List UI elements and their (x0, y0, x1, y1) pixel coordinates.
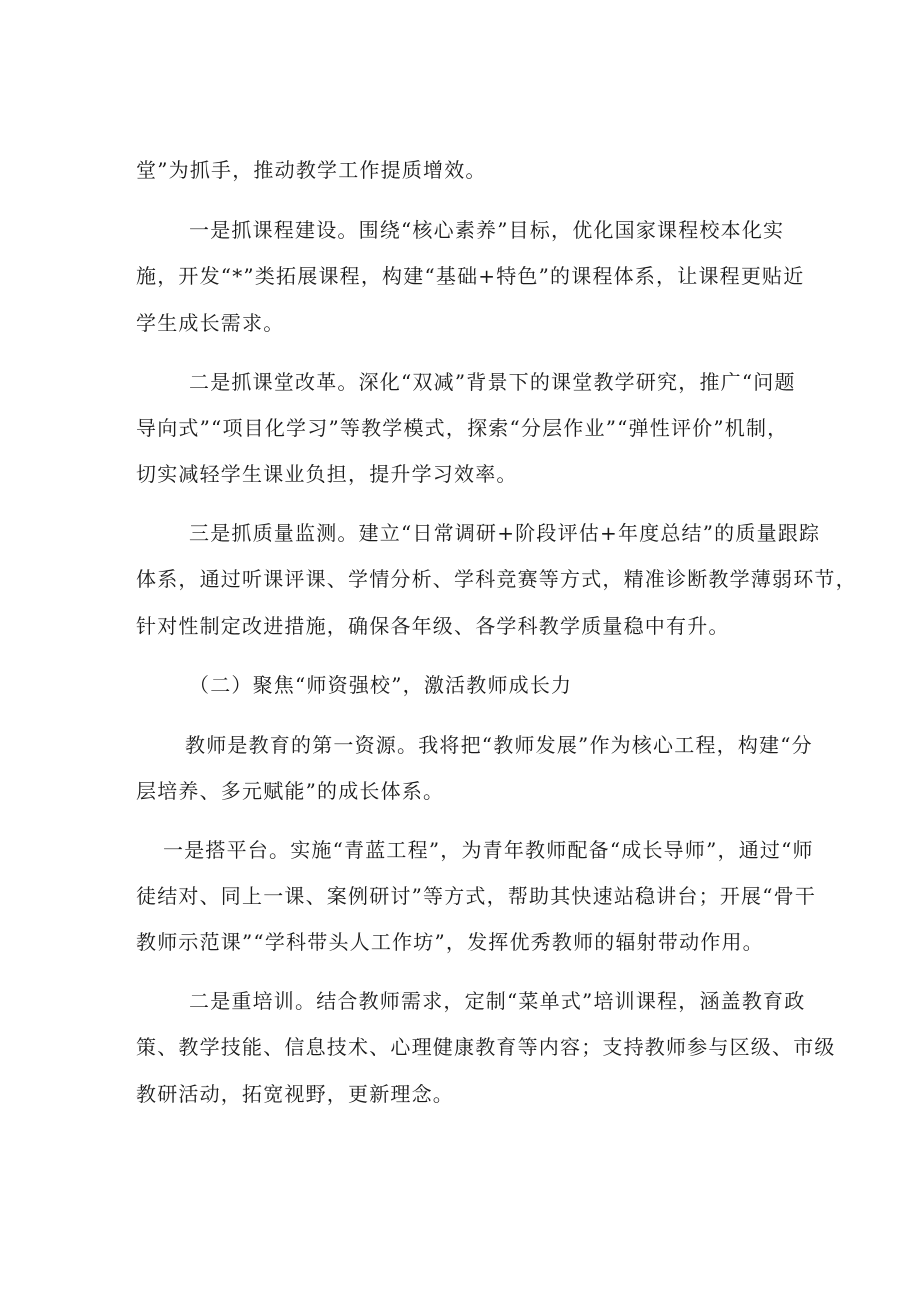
paragraph-4-line-1: 三是抓质量监测。建立“日常调研+阶段评估+年度总结”的质量跟踪 (189, 521, 821, 545)
paragraph-6-line-1: 一是搭平台。实施“青蓝工程”，为青年教师配备“成长导师”，通过“师 (163, 838, 814, 862)
paragraph-2-line-2: 施，开发“*”类拓展课程，构建“基础+特色”的课程体系，让课程更贴近 (136, 264, 805, 288)
paragraph-2-line-3: 学生成长需求。 (136, 311, 285, 335)
paragraph-1-line-1: 堂”为抓手，推动教学工作提质增效。 (136, 158, 487, 182)
paragraph-3-line-3: 切实减轻学生课业负担，提升学习效率。 (136, 462, 518, 486)
paragraph-5-line-2: 层培养、多元赋能”的成长体系。 (136, 779, 445, 803)
paragraph-7-line-3: 教研活动，拓宽视野，更新理念。 (136, 1082, 454, 1106)
section-heading: （二）聚焦“师资强校”，激活教师成长力 (189, 673, 573, 697)
paragraph-4-line-3: 针对性制定改进措施，确保各年级、各学科教学质量稳中有升。 (136, 614, 730, 638)
paragraph-6-line-2: 徒结对、同上一课、案例研讨”等方式，帮助其快速站稳讲台；开展“骨干 (136, 884, 817, 908)
paragraph-3-line-2: 导向式”“项目化学习”等教学模式，探索“分层作业”“弹性评价”机制， (136, 416, 789, 440)
paragraph-2-line-1: 一是抓课程建设。围绕“核心素养”目标，优化国家课程校本化实 (189, 218, 785, 242)
paragraph-5-line-1: 教师是教育的第一资源。我将把“教师发展”作为核心工程，构建“分 (185, 733, 813, 757)
paragraph-3-line-1: 二是抓课堂改革。深化“双减”背景下的课堂教学研究，推广“问题 (189, 370, 796, 394)
paragraph-6-line-3: 教师示范课”“学科带头人工作坊”，发挥优秀教师的辐射带动作用。 (136, 930, 764, 954)
paragraph-4-line-2: 体系，通过听课评课、学情分析、学科竞赛等方式，精准诊断教学薄弱环节， (136, 567, 857, 591)
paragraph-7-line-1: 二是重培训。结合教师需求，定制“菜单式”培训课程，涵盖教育政 (189, 989, 806, 1013)
paragraph-7-line-2: 策、教学技能、信息技术、心理健康教育等内容；支持教师参与区级、市级 (136, 1035, 836, 1059)
